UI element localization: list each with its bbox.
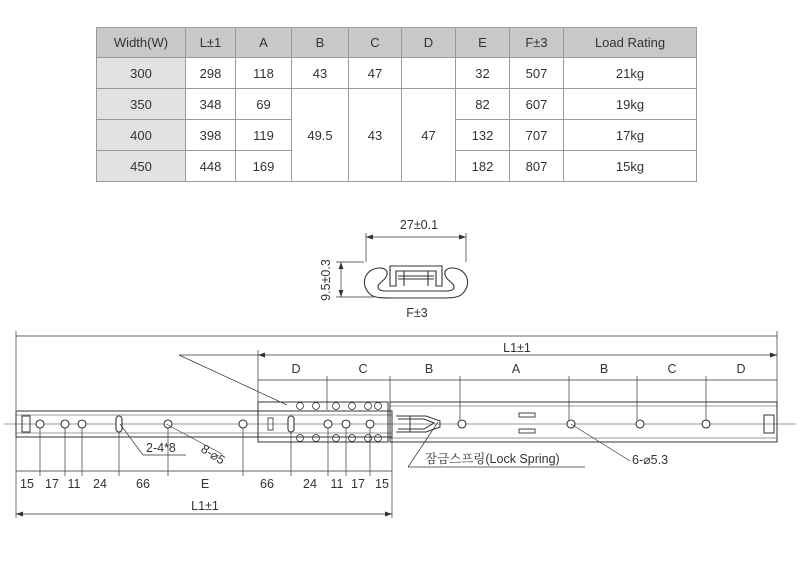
cell-load: 15kg <box>564 151 697 182</box>
seg-left-b: B <box>424 362 434 376</box>
header-f: F±3 <box>510 28 564 58</box>
cell-e: 32 <box>456 58 510 89</box>
header-d: D <box>402 28 456 58</box>
spring-label: 잠금스프링(Lock Spring) <box>425 452 560 466</box>
header-b: B <box>292 28 349 58</box>
cell-a: 119 <box>236 120 292 151</box>
cell-l: 348 <box>186 89 236 120</box>
slot-label: 2-4*8 <box>146 441 176 455</box>
dim-label: 66 <box>260 477 274 491</box>
bottom-dimension-labels <box>20 477 389 491</box>
cell-a: 118 <box>236 58 292 89</box>
cell-b: 43 <box>292 58 349 89</box>
top-overall-label: L1±1 <box>503 341 531 355</box>
dim-label: 15 <box>375 477 389 491</box>
dim-label: 11 <box>330 477 344 491</box>
seg-left-c: C <box>358 362 368 376</box>
cell-l: 298 <box>186 58 236 89</box>
cell-e: 82 <box>456 89 510 120</box>
seg-left-d: D <box>291 362 301 376</box>
cell-d-merged: 47 <box>402 89 456 182</box>
top-dimension-lines <box>16 331 777 420</box>
header-c: C <box>349 28 402 58</box>
dim-label: E <box>200 477 210 491</box>
cell-c: 47 <box>349 58 402 89</box>
cell-width: 450 <box>97 151 186 182</box>
rail-rectangles <box>519 413 535 433</box>
cell-f: 607 <box>510 89 564 120</box>
cell-width: 350 <box>97 89 186 120</box>
inner-rail <box>390 402 777 442</box>
dim-label: 17 <box>45 477 59 491</box>
cell-f: 507 <box>510 58 564 89</box>
cell-load: 17kg <box>564 120 697 151</box>
header-e: E <box>456 28 510 58</box>
dim-label: 24 <box>303 477 317 491</box>
cross-section <box>336 233 468 298</box>
cell-l: 398 <box>186 120 236 151</box>
mount-label: 6-⌀5.3 <box>632 453 669 467</box>
dim-label: 11 <box>67 477 81 491</box>
hole-label: 8-⌀5 <box>198 441 228 468</box>
cell-e: 182 <box>456 151 510 182</box>
header-a: A <box>236 28 292 58</box>
dim-label: 24 <box>93 477 107 491</box>
cell-width: 400 <box>97 120 186 151</box>
slot-callout-leader <box>120 424 143 455</box>
cell-width: 300 <box>97 58 186 89</box>
cross-height-label: 9.5±0.3 <box>319 259 333 301</box>
cross-width-label: 27±0.1 <box>399 218 439 232</box>
seg-right-d: D <box>736 362 746 376</box>
cell-f: 707 <box>510 120 564 151</box>
seg-right-b: B <box>599 362 609 376</box>
header-width: Width(W) <box>97 28 186 58</box>
seg-right-a: A <box>511 362 521 376</box>
cell-a: 169 <box>236 151 292 182</box>
cell-b-merged: 49.5 <box>292 89 349 182</box>
slide-side-view <box>4 402 796 442</box>
cross-f-label: F±3 <box>406 306 428 320</box>
cell-load: 21kg <box>564 58 697 89</box>
header-load: Load Rating <box>564 28 697 58</box>
dim-label: 15 <box>20 477 34 491</box>
cell-load: 19kg <box>564 89 697 120</box>
cell-c-merged: 43 <box>349 89 402 182</box>
cell-l: 448 <box>186 151 236 182</box>
dim-label: 66 <box>136 477 150 491</box>
cell-f: 807 <box>510 151 564 182</box>
header-l: L±1 <box>186 28 236 58</box>
seg-right-c: C <box>667 362 677 376</box>
cell-e: 132 <box>456 120 510 151</box>
dim-label: 17 <box>351 477 365 491</box>
rail-profile-outer <box>364 268 467 298</box>
cell-a: 69 <box>236 89 292 120</box>
bottom-overall-label: L1±1 <box>191 499 219 513</box>
